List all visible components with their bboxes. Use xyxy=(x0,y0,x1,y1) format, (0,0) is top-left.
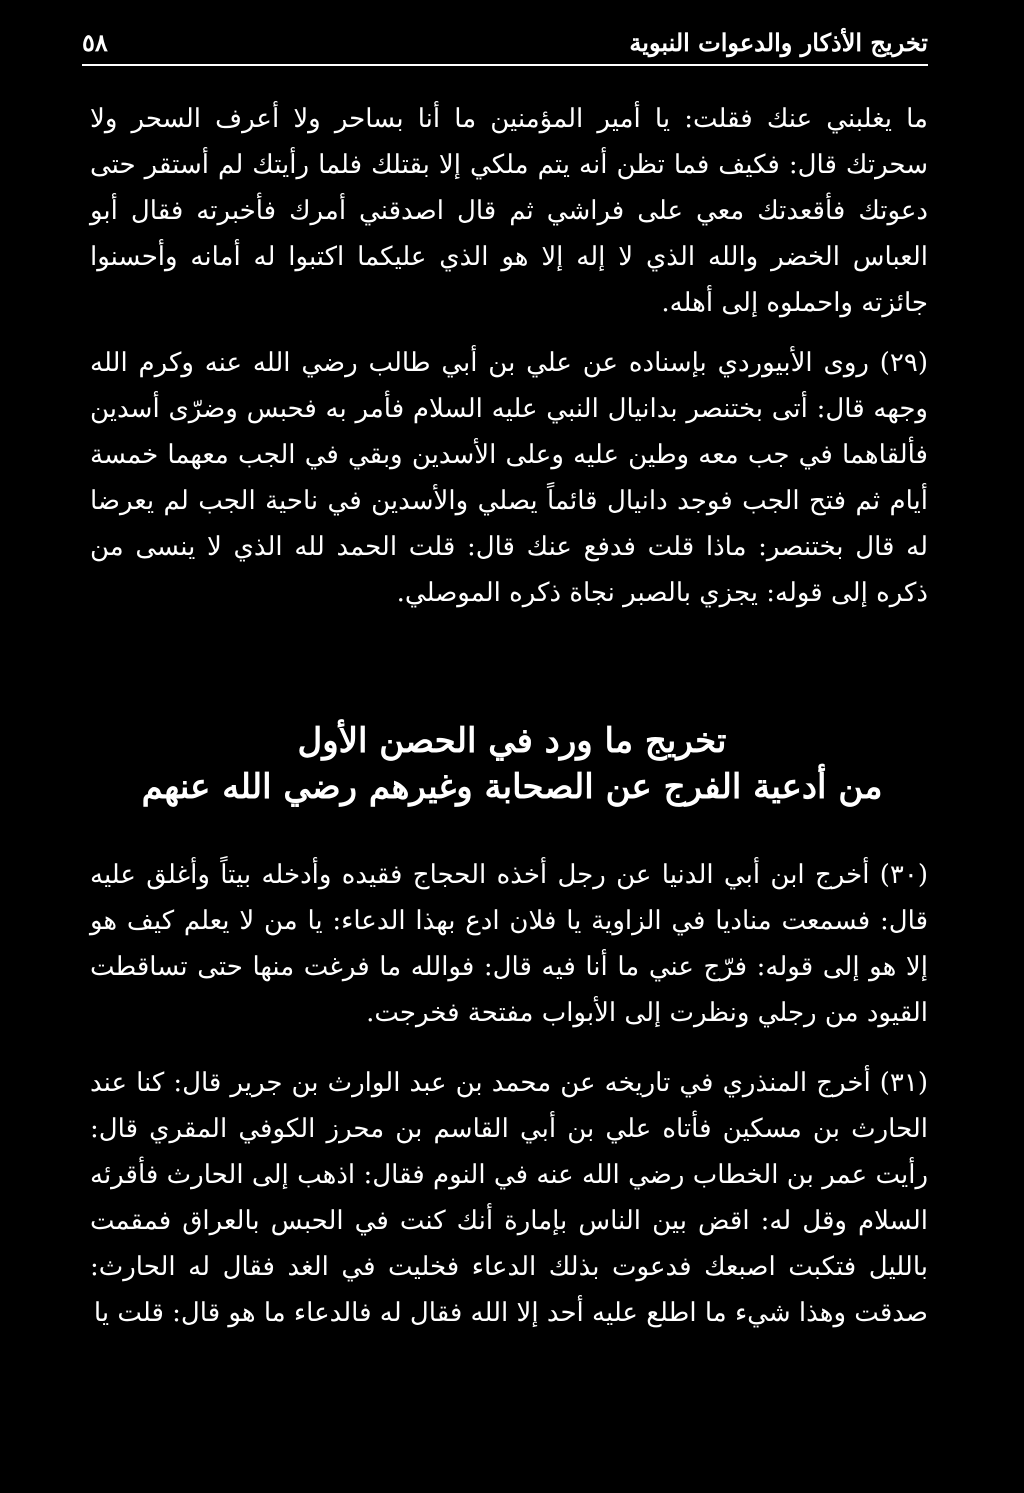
paragraph-narration-29: (٢٩) روى الأبيوردي بإسناده عن علي بن أبي طالب رضي الله عنه وكرم الله وجهه قال: أتى بختنصر بدانيال النبي عليه السلام فأمر به فحبس وضرّى أسدين فألقاهما في جب معه وطين عليه وعلى الأسدين وبقي في الجب معهما خمسة أيام ثم فتح الجب فوجد دانيال قائماً يصلي والأسدين في ناحية الجب لم يعرضا له قال بختنصر: ماذا قلت فدفع عنك قال: قلت الحمد لله الذي لا ينسى من ذكره إلى قوله: يجزي بالصبر نجاة ذكره الموصلي. xyxy=(90,348,928,608)
paragraph-narration-31: (٣١) أخرج المنذري في تاريخه عن محمد بن عبد الوارث بن جرير قال: كنا عند الحارث بن مسكين فأتاه علي بن أبي القاسم بن محرز الكوفي المقري قال: رأيت عمر بن الخطاب رضي الله عنه في النوم فقال: اذهب إلى الحارث فأقرئه السلام وقل له: اقض بين الناس بإمارة أنك كنت في الحبس بالعراق فمقمت بالليل فتكبت اصبعك فدعوت بذلك الدعاء فخليت في الغد فقال له الحارث: صدقت وهذا شيء ما اطلع عليه أحد إلا الله فقال له فالدعاء ما هو قال: قلت يا xyxy=(90,1068,929,1328)
section-heading-line-1: تخريج ما ورد في الحصن الأول xyxy=(297,721,727,761)
section-heading xyxy=(120,718,904,814)
running-title: تخريج الأذكار والدعوات النبوية xyxy=(629,28,928,57)
page-header xyxy=(82,22,928,66)
section-heading-line-2: من أدعية الفرج عن الصحابة وغيرهم رضي الله عنهم xyxy=(141,767,883,807)
paragraph-narration-30: (٣٠) أخرج ابن أبي الدنيا عن رجل أخذه الحجاج فقيده وأدخله بيتاً وأغلق عليه قال: فسمعت مناديا في الزاوية يا فلان ادع بهذا الدعاء: يا من لا يعلم كيف هو إلا هو إلى قوله: فرّج عني ما أنا فيه قال: فوالله ما فرغت منها حتى تساقطت القيود من رجلي ونظرت إلى الأبواب مفتحة فخرجت. xyxy=(90,860,928,1028)
header-divider xyxy=(82,64,928,66)
paragraph-story-continuation: ما يغلبني عنك فقلت: يا أمير المؤمنين ما أنا بساحر ولا أعرف السحر ولا سحرتك قال: فكيف فما تظن أنه يتم ملكي إلا بقتلك فلما رأيتك لم أستقر حتى دعوتك فأقعدتك معي على فراشي ثم قال اصدقني أمرك فأخبرته فقال أبو العباس الخضر والله الذي لا إله إلا هو الذي عليكما اكتبوا له أمانه وأحسنوا جائزته واحملوه إلى أهله. xyxy=(90,104,928,318)
page-number: ٥٨ xyxy=(82,28,108,57)
